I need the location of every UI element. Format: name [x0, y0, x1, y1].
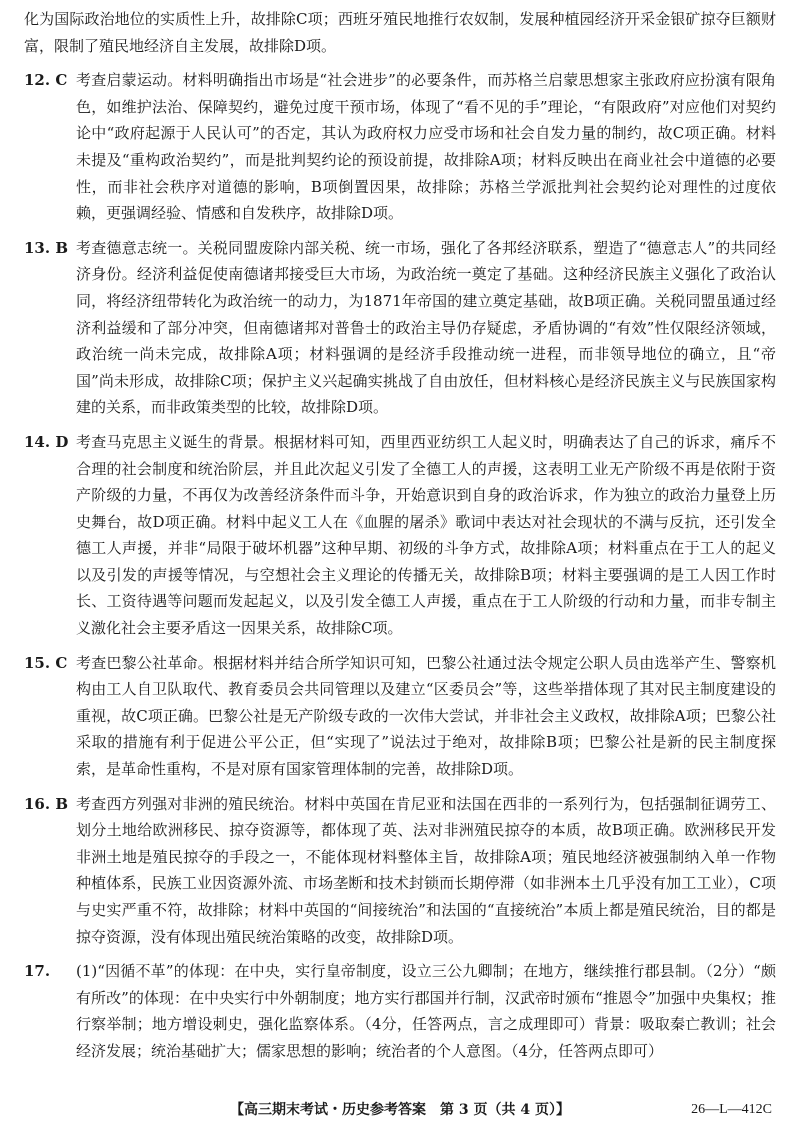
answer-explanation: 考查巴黎公社革命。根据材料并结合所学知识可知，巴黎公社通过法令规定公职人员由选举产生、警察机构由工人自卫队取代、教育委员会共同管理以及建立“区委员会”等，这些举措体现了其对民主制度建设的重视，故C项正确。巴黎公社是无产阶级专政的一次伟大尝试，并非社会主义政权，故排除A项；巴黎公社采取的措施有利于促进公平公正，但“实现了”说法过于绝对，故排除B项；巴黎公社是新的民主制度探索，是革命性重构，不是对原有国家管理体制的完善，故排除D项。 [76, 653, 776, 779]
answer-item-17 [24, 958, 776, 1064]
answer-content [24, 6, 776, 1065]
continued-paragraph: 化为国际政治地位的实质性上升，故排除C项；西班牙殖民地推行农奴制，发展种植园经济开采金银矿掠夺巨额财富，限制了殖民地经济自主发展，故排除D项。 [24, 10, 776, 55]
answer-number: 15. C [24, 653, 68, 672]
answer-number: 16. B [24, 794, 68, 813]
answer-explanation: 考查启蒙运动。材料明确指出市场是“社会进步”的必要条件，而苏格兰启蒙思想家主张政府应扮演有限角色，如维护法治、保障契约，避免过度干预市场，体现了“看不见的手”理论，“有限政府”对应他们对契约论中“政府起源于人民认可”的否定，其认为政府权力应受市场和社会自发力量的制约，故C项正确。材料未提及“重构政治契约”，而是批判契约论的预设前提，故排除A项；材料反映出在商业社会中道德的必要性，而非社会秩序对道德的影响，B项倒置因果，故排除；苏格兰学派批判社会契约论对理性的过度依赖，更强调经验、情感和自发秩序，故排除D项。 [76, 71, 776, 223]
answer-item-13 [24, 235, 776, 421]
answer-explanation: (1)“因循不革”的体现：在中央，实行皇帝制度，设立三公九卿制；在地方，继续推行郡县制。（2分）“颇有所改”的体现：在中央实行中外朝制度；地方实行郡国并行制，汉武帝时颁布“推恩令”加强中央集权；推行察举制；地方增设刺史，强化监察体系。（4分，任答两点，言之成理即可）背景：吸取秦亡教训；社会经济发展；统治基础扩大；儒家思想的影响；统治者的个人意图。（4分，任答两点即可） [76, 962, 776, 1060]
answer-number: 13. B [24, 238, 68, 257]
answer-explanation: 考查马克思主义诞生的背景。根据材料可知，西里西亚纺织工人起义时，明确表达了自己的诉求，痛斥不合理的社会制度和统治阶层，并且此次起义引发了全德工人的声援，这表明工业无产阶级不再是依附于资产阶级的力量，不再仅为改善经济条件而斗争，开始意识到自身的政治诉求，作为独立的政治力量登上历史舞台，故D项正确。材料中起义工人在《血腥的屠杀》歌词中表达对社会现状的不满与反抗，还引发全德工人声援，并非“局限于破坏机器”这种早期、初级的斗争方式，故排除A项；材料重点在于工人的起义以及引发的声援等情况，与空想社会主义理论的传播无关，故排除B项；材料主要强调的是工人因工作时长、工资待遇等问题而发起起义，以及引发全德工人声援，重点在于工人阶级的行动和力量，而非专制主义激化社会主要矛盾这一因果关系，故排除C项。 [76, 432, 776, 638]
page-footer [0, 1098, 800, 1122]
answer-item-16 [24, 791, 776, 951]
answer-item-15 [24, 650, 776, 783]
answer-number: 17. [24, 962, 51, 981]
answer-number: 12. C [24, 71, 68, 90]
answer-item-14 [24, 429, 776, 642]
answer-explanation: 考查西方列强对非洲的殖民统治。材料中英国在肯尼亚和法国在西非的一系列行为，包括强制征调劳工、划分土地给欧洲移民、掠夺资源等，都体现了英、法对非洲殖民掠夺的本质，故B项正确。欧洲移民开发非洲土地是殖民掠夺的手段之一，不能体现材料整体主旨，故排除A项；殖民地经济被强制纳入单一作物种植体系，民族工业因资源外流、市场垄断和技术封锁而长期停滞（如非洲本土几乎没有加工工业），C项与史实严重不符，故排除；材料中英国的“间接统治”和法国的“直接统治”本质上都是殖民统治，目的都是掠夺资源，没有体现出殖民统治策略的改变，故排除D项。 [76, 794, 776, 946]
footer-code: 26—L—412C [691, 1102, 772, 1117]
footer-title: 【高三期末考试・历史参考答案 第 3 页（共 4 页）】 [230, 1102, 570, 1118]
answer-explanation: 考查德意志统一。关税同盟废除内部关税、统一市场，强化了各邦经济联系，塑造了“德意志人”的共同经济身份。经济利益促使南德诸邦接受巨大市场，为政治统一奠定了基础。这种经济民族主义强化了政治认同，将经济纽带转化为政治统一的动力，为1871年帝国的建立奠定基础，故B项正确。关税同盟虽通过经济利益缓和了部分冲突，但南德诸邦对普鲁士的政治主导仍存疑虑，矛盾协调的“有效”性仅限经济领域，政治统一尚未完成，故排除A项；材料强调的是经济手段推动统一进程，而非领导地位的确立，且“帝国”尚未形成，故排除C项；保护主义兴起确实挑战了自由放任，但材料核心是经济民族主义与民族国家构建的关系，而非政策类型的比较，故排除D项。 [76, 238, 776, 417]
answer-item-12 [24, 67, 776, 227]
answer-number: 14. D [24, 432, 69, 451]
